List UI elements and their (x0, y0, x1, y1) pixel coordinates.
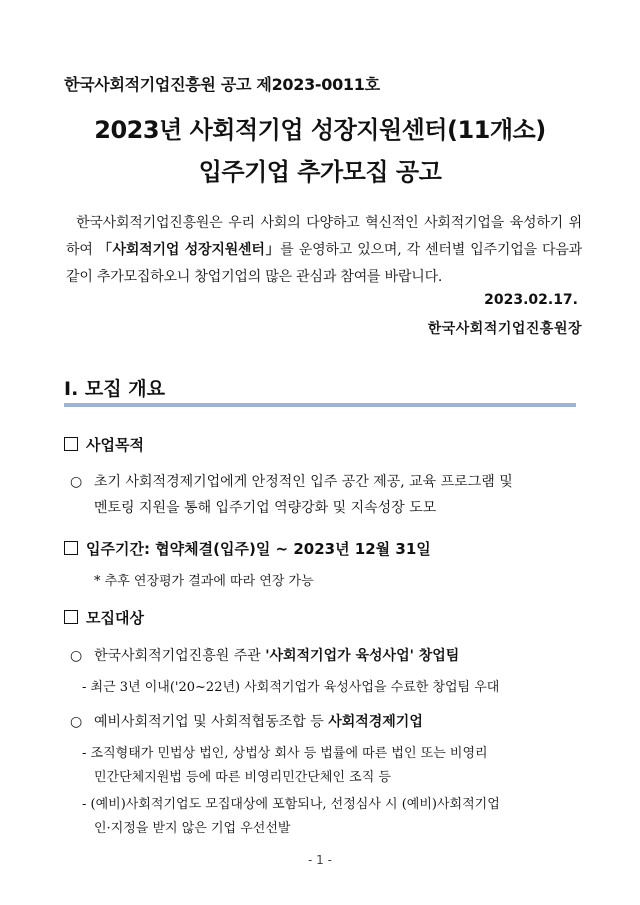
intro-text-2: 를 운영하고 있으며, 각 센터별 입주기업을 다음과 같이 추가모집하오니 창업기업의 많은 관심과 참여를 바랍니다. (66, 242, 582, 285)
signatory: 한국사회적기업진흥원장 (427, 321, 582, 337)
purpose-bullet-line-1: 초기 사회적경제기업에게 안정적인 입주 공간 제공, 교육 프로그램 및 (94, 474, 513, 490)
target-item-1-sub: - 최근 3년 이내('20~22년) 사회적기업가 육성사업을 수료한 창업팀 우대 (82, 680, 500, 695)
period-heading (64, 538, 431, 559)
target-item-2-bold: 사회적경제기업 (328, 714, 423, 730)
target-item-2-sub-1-line-1: - 조직형태가 민법상 법인, 상법상 회사 등 법률에 따른 법인 또는 비영리 (82, 746, 488, 761)
title-line-1: 2023년 사회적기업 성장지원센터(11개소) (94, 116, 546, 144)
target-item-2-sub-1-line-2: 민간단체지원법 등에 따른 비영리민간단체인 조직 등 (94, 770, 391, 785)
period-note: * 추후 연장평가 결과에 따라 연장 가능 (94, 574, 314, 589)
period-heading-text: 입주기간: 협약체결(입주)일 ~ 2023년 12월 31일 (86, 540, 431, 558)
intro-text-1: 한국사회적기업진흥원은 우리 사회의 다양하고 혁신적인 사회적기업을 육성하기 위하여 (66, 215, 582, 258)
purpose-heading (64, 434, 144, 455)
target-item-1-prefix: 한국사회적기업진흥원 주관 (94, 648, 266, 664)
target-heading-text: 모집대상 (86, 609, 144, 627)
target-item-1 (70, 645, 459, 665)
intro-highlight: 「사회적기업 성장지원센터」 (97, 242, 281, 258)
target-item-2-sub-2-line-2: 인·지정을 받지 않은 기업 우선선발 (94, 821, 291, 836)
purpose-bullet (70, 471, 513, 491)
notice-number: 한국사회적기업진흥원 공고 제2023-0011호 (64, 75, 380, 94)
announcement-date: 2023.02.17. (484, 292, 578, 308)
title-line-2: 입주기업 추가모집 공고 (198, 158, 442, 186)
target-item-2-prefix: 예비사회적기업 및 사회적협동조합 등 (94, 714, 329, 730)
circle-bullet-icon: ○ (70, 474, 83, 490)
intro-paragraph (66, 210, 582, 291)
checkbox-square-icon (64, 541, 78, 555)
section-divider (64, 403, 576, 407)
target-heading (64, 607, 144, 628)
target-item-2 (70, 711, 423, 731)
section-heading: Ⅰ. 모집 개요 (64, 378, 165, 400)
circle-bullet-icon: ○ (70, 648, 83, 664)
target-item-1-bold: '사회적기업가 육성사업' 창업팀 (265, 648, 460, 664)
purpose-bullet-line-2: 멘토링 지원을 통해 입주기업 역량강화 및 지속성장 도모 (94, 500, 437, 516)
page-number: - 1 - (308, 853, 332, 867)
circle-bullet-icon: ○ (70, 714, 83, 730)
purpose-heading-text: 사업목적 (86, 436, 144, 454)
target-item-2-sub-2-line-1: - (예비)사회적기업도 모집대상에 포함되나, 선정심사 시 (예비)사회적기업 (82, 797, 500, 812)
checkbox-square-icon (64, 437, 78, 451)
checkbox-square-icon (64, 610, 78, 624)
